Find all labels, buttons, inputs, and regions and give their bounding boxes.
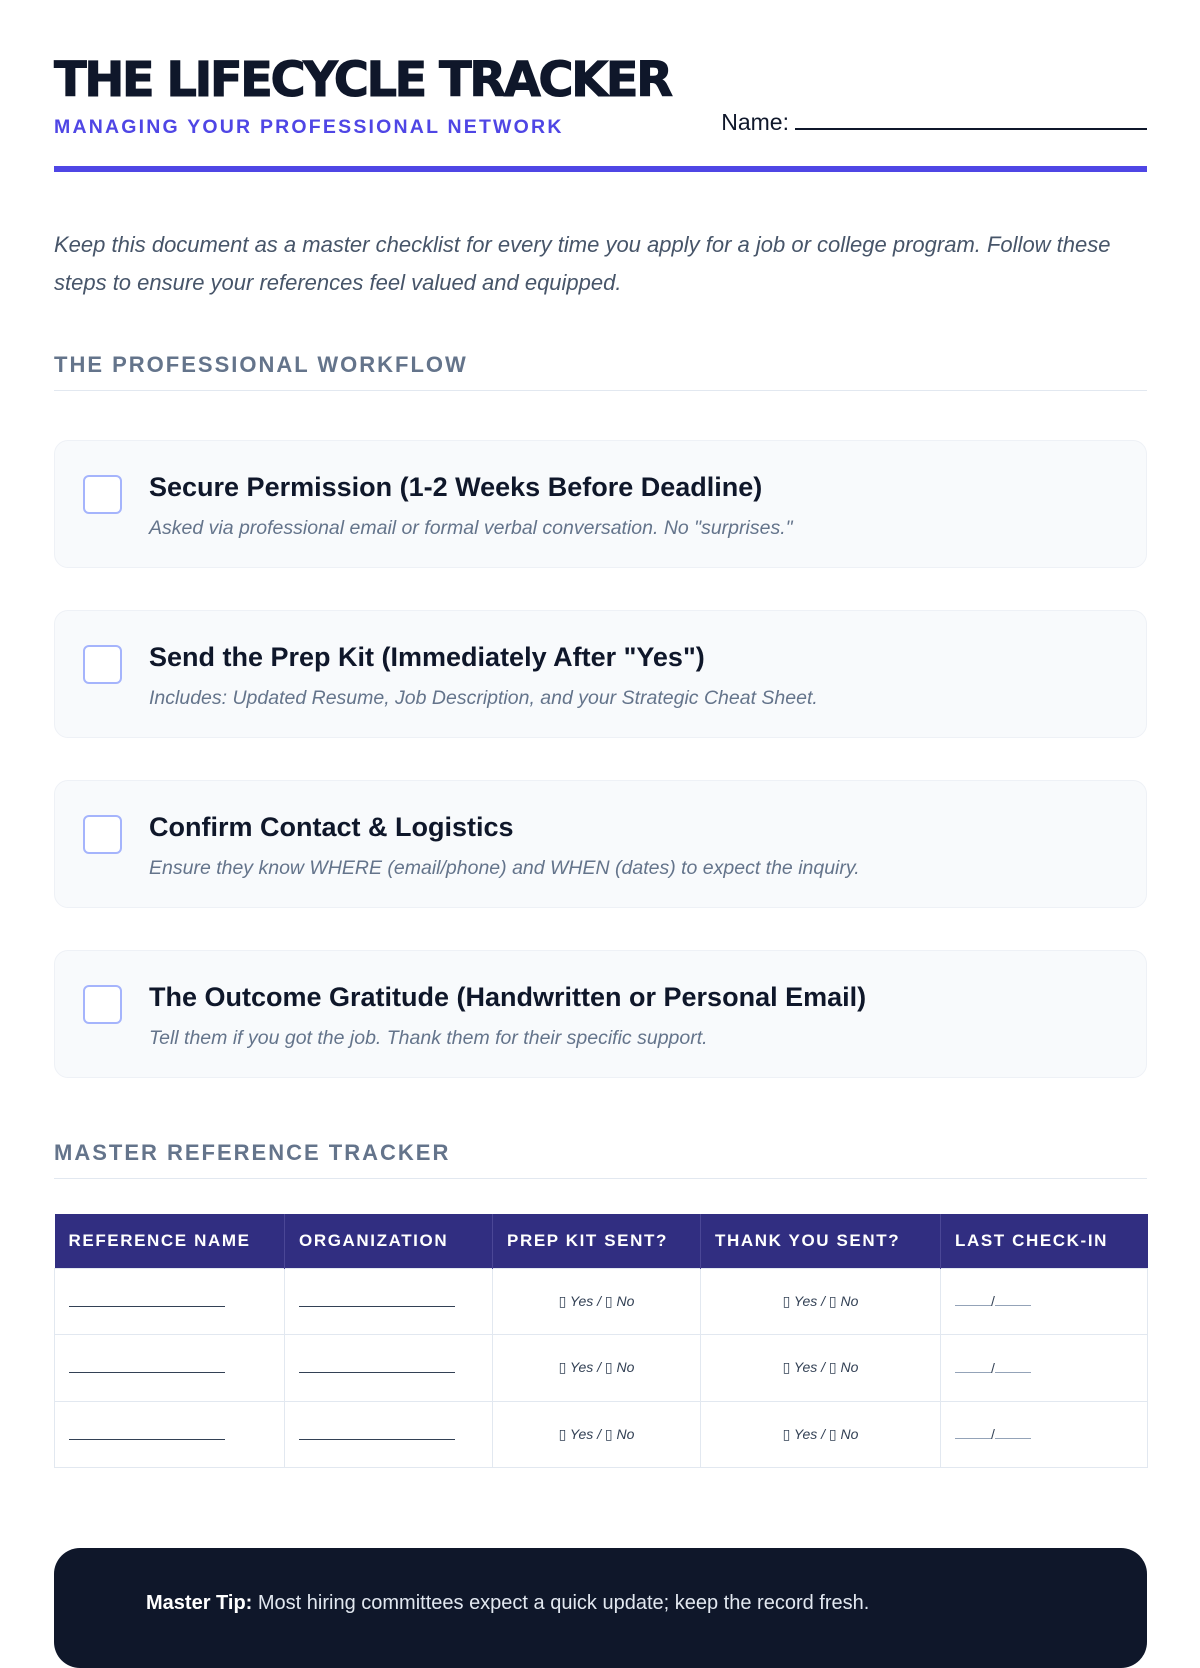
column-header: LAST CHECK-IN — [941, 1214, 1148, 1268]
reference-tracker-table — [54, 1214, 1148, 1468]
step-checkbox[interactable] — [83, 985, 122, 1024]
step-checkbox[interactable] — [83, 815, 122, 854]
column-header: ORGANIZATION — [285, 1214, 493, 1268]
step-description: Tell them if you got the job. Thank them for their specific support. — [149, 1027, 708, 1049]
tip-label: Master Tip: — [146, 1592, 253, 1614]
reference-name-cell[interactable] — [55, 1335, 285, 1402]
date-separator: / — [991, 1426, 995, 1443]
date-blank — [995, 1361, 1031, 1373]
page-title: THE LIFECYCLE TRACKER — [54, 52, 671, 108]
step-title: Send the Prep Kit (Immediately After "Yes") — [149, 642, 705, 672]
prep-kit-sent-cell[interactable]: ▯ Yes / ▯ No — [493, 1335, 701, 1402]
master-tip-box — [54, 1548, 1147, 1668]
tracker-heading: MASTER REFERENCE TRACKER — [54, 1140, 1147, 1179]
blank-line — [299, 1426, 455, 1440]
tip-text — [146, 1592, 869, 1615]
column-header: REFERENCE NAME — [55, 1214, 285, 1268]
blank-line — [69, 1426, 225, 1440]
reference-name-cell[interactable] — [55, 1401, 285, 1468]
tip-body: Most hiring committees expect a quick update; keep the record fresh. — [257, 1592, 870, 1614]
step-description: Asked via professional email or formal verbal conversation. No "surprises." — [149, 517, 793, 539]
name-label: Name: — [721, 109, 789, 135]
step-description: Includes: Updated Resume, Job Description, and your Strategic Cheat Sheet. — [149, 687, 818, 709]
column-header: THANK YOU SENT? — [701, 1214, 941, 1268]
reference-name-cell[interactable] — [55, 1268, 285, 1335]
table-header-row — [55, 1214, 1148, 1268]
header — [54, 0, 1147, 175]
step-checkbox[interactable] — [83, 645, 122, 684]
date-blank — [995, 1427, 1031, 1439]
organization-cell[interactable] — [285, 1335, 493, 1402]
organization-cell[interactable] — [285, 1268, 493, 1335]
column-header: PREP KIT SENT? — [493, 1214, 701, 1268]
blank-line — [299, 1293, 455, 1307]
date-blank — [995, 1294, 1031, 1306]
date-blank — [955, 1294, 991, 1306]
workflow-step — [54, 950, 1147, 1078]
date-blank — [955, 1427, 991, 1439]
step-description: Ensure they know WHERE (email/phone) and WHEN (dates) to expect the inquiry. — [149, 857, 860, 879]
thank-you-sent-cell[interactable]: ▯ Yes / ▯ No — [701, 1335, 941, 1402]
thank-you-sent-cell[interactable]: ▯ Yes / ▯ No — [701, 1401, 941, 1468]
page-subtitle: MANAGING YOUR PROFESSIONAL NETWORK — [54, 116, 564, 138]
step-title: Secure Permission (1-2 Weeks Before Deadline) — [149, 472, 763, 502]
name-input-line[interactable] — [795, 108, 1147, 130]
header-divider — [54, 166, 1147, 172]
document-page — [54, 0, 1147, 1614]
workflow-heading: THE PROFESSIONAL WORKFLOW — [54, 352, 1147, 391]
prep-kit-sent-cell[interactable]: ▯ Yes / ▯ No — [493, 1268, 701, 1335]
last-check-in-cell[interactable] — [941, 1335, 1148, 1402]
step-title: The Outcome Gratitude (Handwritten or Personal Email) — [149, 982, 867, 1012]
organization-cell[interactable] — [285, 1401, 493, 1468]
last-check-in-cell[interactable] — [941, 1401, 1148, 1468]
date-separator: / — [991, 1359, 995, 1376]
table-row — [55, 1401, 1148, 1468]
date-separator: / — [991, 1293, 995, 1310]
date-blank — [955, 1361, 991, 1373]
thank-you-sent-cell[interactable]: ▯ Yes / ▯ No — [701, 1268, 941, 1335]
step-checkbox[interactable] — [83, 475, 122, 514]
blank-line — [69, 1293, 225, 1307]
blank-line — [299, 1359, 455, 1373]
workflow-step — [54, 610, 1147, 738]
table-row — [55, 1335, 1148, 1402]
intro-text: Keep this document as a master checklist for every time you apply for a job or college program. Follow these steps to ensure your references feel valued and equipped. — [54, 232, 1111, 295]
blank-line — [69, 1359, 225, 1373]
name-field — [721, 108, 1147, 136]
last-check-in-cell[interactable] — [941, 1268, 1148, 1335]
workflow-step — [54, 780, 1147, 908]
prep-kit-sent-cell[interactable]: ▯ Yes / ▯ No — [493, 1401, 701, 1468]
workflow-step — [54, 440, 1147, 568]
table-row — [55, 1268, 1148, 1335]
step-title: Confirm Contact & Logistics — [149, 812, 514, 842]
